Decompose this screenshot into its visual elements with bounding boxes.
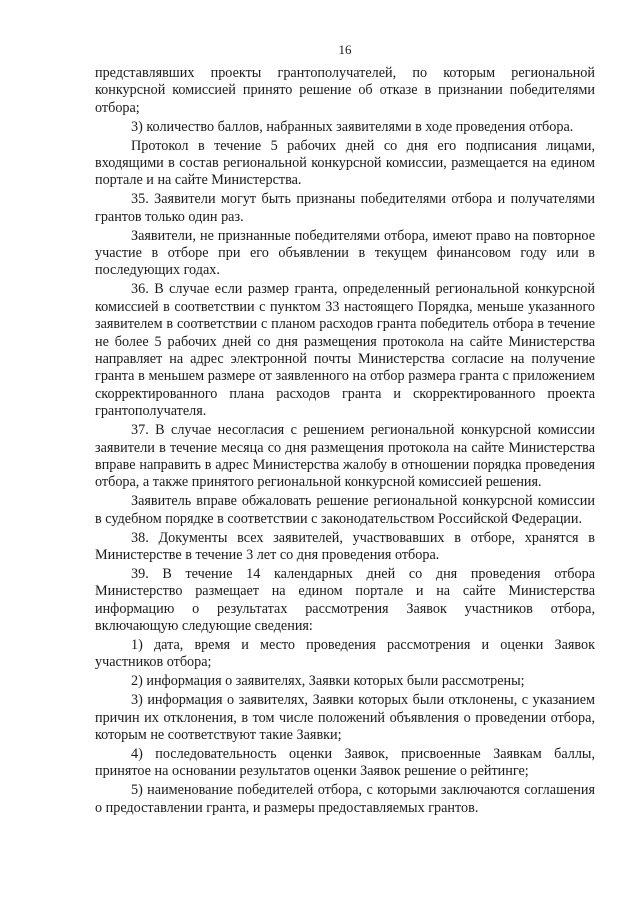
paragraph-38: 38. Документы всех заявителей, участвовавших в отборе, хранятся в Министерстве в течение 3 лет со дня проведения отбора. [95, 529, 595, 563]
paragraph-35: 35. Заявители могут быть признаны победителями отбора и получателями грантов только один раз. [95, 191, 595, 225]
paragraph-continuation: представлявших проекты грантополучателей, по которым региональной конкурсной комиссией принято решение об отказе в признании победителями отбора; [95, 65, 595, 116]
list-item-2: 2) информация о заявителях, Заявки которых были рассмотрены; [131, 673, 525, 690]
paragraph-39: 39. В течение 14 календарных дней со дня проведения отбора Министерство размещает на едином портале и на сайте Министерства информацию о результатах рассмотрения Заявок участников отбора, включающую следующие сведения: [95, 565, 595, 635]
list-item-3: 3) информация о заявителях, Заявки которых были отклонены, с указанием причин их отклонения, в том числе положений объявления о проведении отбора, которым не соответствуют такие Заявки; [95, 692, 595, 744]
paragraph-appeal-court: Заявитель вправе обжаловать решение региональной конкурсной комиссии в судебном порядке в соответствии с законодательством Российской Федерации. [95, 493, 595, 527]
paragraph-36: 36. В случае если размер гранта, определенный региональной конкурсной комиссией в соответствии с пунктом 33 настоящего Порядка, меньше указанного заявителем в соответствии с планом расходов гранта победитель отбора в течение не более 5 рабочих дней со дня размещения протокола на сайте Министерства направляет на адрес электронной почты Министерства согласие на получение гранта в меньшем размере от заявленного на отбор размера гранта с приложением скорректированного плана расходов гранта и скорректированного проекта грантополучателя. [95, 281, 595, 420]
paragraph-item-3-score: 3) количество баллов, набранных заявителями в ходе проведения отбора. [131, 118, 574, 135]
paragraph-protocol-publication: Протокол в течение 5 рабочих дней со дня его подписания лицами, входящими в состав региональной конкурсной комиссии, размещается на едином портале и на сайте Министерства. [95, 137, 595, 189]
list-item-5: 5) наименование победителей отбора, с которыми заключаются соглашения о предоставлении гранта, и размеры предоставляемых грантов. [95, 782, 595, 816]
page-number: 16 [338, 42, 352, 57]
list-item-1: 1) дата, время и место проведения рассмотрения и оценки Заявок участников отбора; [95, 637, 595, 671]
document-body [95, 65, 595, 817]
list-item-4: 4) последовательность оценки Заявок, присвоенные Заявкам баллы, принятое на основании результатов оценки Заявок решение о рейтинге; [95, 745, 595, 780]
paragraph-37: 37. В случае несогласия с решением региональной конкурсной комиссии заявители в течение месяца со дня размещения протокола на сайте Министерства вправе направить в адрес Министерства жалобу в отношении порядка проведения отбора, а также принятого региональной конкурсной комиссией решения. [95, 422, 595, 491]
paragraph-reapplication: Заявители, не признанные победителями отбора, имеют право на повторное участие в отборе при его объявлении в текущем финансовом году или в последующих годах. [95, 227, 595, 279]
